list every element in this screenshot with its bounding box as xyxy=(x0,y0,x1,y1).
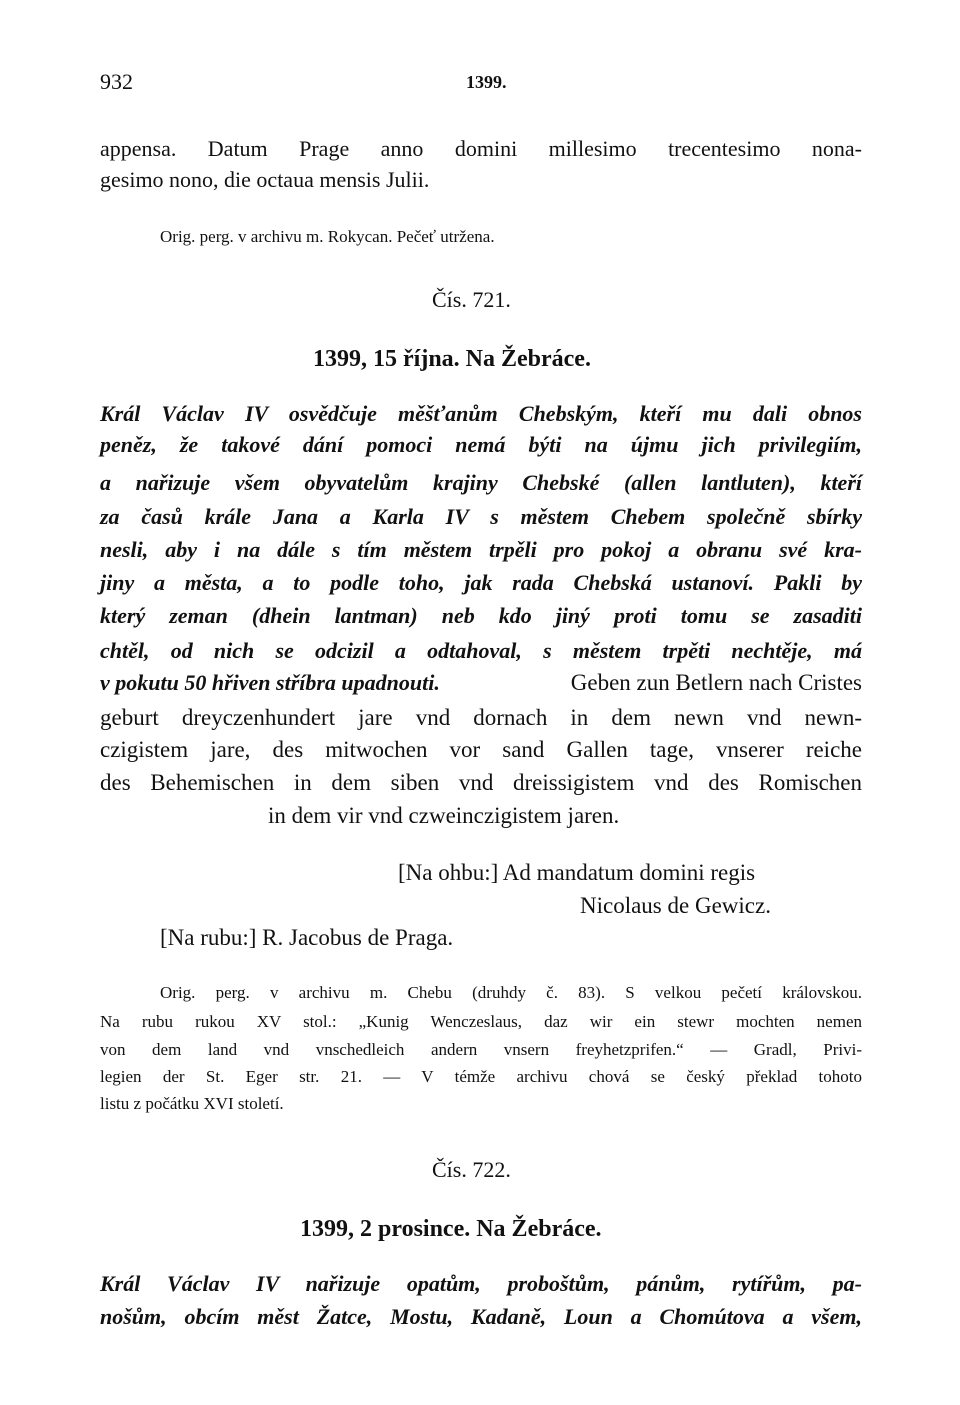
endorsement-fold: [Na ohbu:] Ad mandatum domini regis xyxy=(398,860,756,885)
source-note: listu z počátku XVI století. xyxy=(100,1094,284,1113)
summary-line: za časů krále Jana a Karla IV s městem Chebem společně sbírky xyxy=(100,504,862,529)
text-line: geburt dreyczenhundert jare vnd dornach in dem newn vnd newn- xyxy=(100,705,862,730)
source-note: von dem land vnd vnschedleich andern vnsern freyhetzprifen.“ — Gradl, Privi- xyxy=(100,1040,862,1059)
running-head-year: 1399. xyxy=(466,72,507,92)
summary-line-end: v pokutu 50 hřiven stříbra upadnouti. xyxy=(100,670,440,695)
text-line: in dem vir vnd czweinczigistem jaren. xyxy=(268,803,620,828)
endorsement-fold-name: Nicolaus de Gewicz. xyxy=(580,893,771,918)
document-number: Čís. 722. xyxy=(432,1157,511,1182)
source-note: legien der St. Eger str. 21. — V témže archivu chová se český překlad tohoto xyxy=(100,1067,862,1086)
text-line: gesimo nono, die octaua mensis Julii. xyxy=(100,167,430,192)
summary-line: nesli, aby i na dále s tím městem trpěli pro pokoj a obranu své kra- xyxy=(100,537,862,562)
endorsement-back: [Na rubu:] R. Jacobus de Praga. xyxy=(160,925,454,950)
summary-line: peněz, že takové dání pomoci nemá býti na újmu jich privilegiím, xyxy=(100,432,862,457)
document-date-heading: 1399, 15 října. Na Žebráce. xyxy=(313,346,591,372)
text-line: czigistem jare, des mitwochen vor sand Gallen tage, vnserer reiche xyxy=(100,737,862,762)
source-note: Orig. perg. v archivu m. Rokycan. Pečeť utržena. xyxy=(160,227,495,246)
mixed-line xyxy=(100,669,862,697)
summary-line: chtěl, od nich se odcizil a odtahoval, s městem trpěti nechtěje, má xyxy=(100,638,862,663)
text-line: des Behemischen in dem siben vnd dreissigistem vnd des Romischen xyxy=(100,770,862,795)
source-note: Na rubu rukou XV stol.: „Kunig Wenczeslaus, daz wir ein stewr mochten nemen xyxy=(100,1012,862,1031)
summary-line: který zeman (dhein lantman) neb kdo jiný proti tomu se zasaditi xyxy=(100,603,862,628)
document-date-heading: 1399, 2 prosince. Na Žebráce. xyxy=(300,1216,602,1242)
document-number: Čís. 721. xyxy=(432,287,511,312)
summary-line: a nařizuje všem obyvatelům krajiny Chebské (allen lantluten), kteří xyxy=(100,470,862,495)
summary-line: Král Václav IV nařizuje opatům, proboštům, pánům, rytířům, pa- xyxy=(100,1271,862,1296)
text-line-start: Geben zun Betlern nach Cristes xyxy=(570,670,862,695)
summary-line: nošům, obcím měst Žatce, Mostu, Kadaně, Loun a Chomútova a všem, xyxy=(100,1304,862,1329)
source-note: Orig. perg. v archivu m. Chebu (druhdy č. 83). S velkou pečetí královskou. xyxy=(160,983,862,1002)
page-number: 932 xyxy=(100,69,133,94)
summary-line: jiny a města, a to podle toho, jak rada Chebská ustanoví. Pakli by xyxy=(100,570,862,595)
summary-line: Král Václav IV osvědčuje měšťanům Chebským, kteří mu dali obnos xyxy=(100,401,862,426)
text-line: appensa. Datum Prage anno domini millesimo trecentesimo nona- xyxy=(100,136,862,161)
